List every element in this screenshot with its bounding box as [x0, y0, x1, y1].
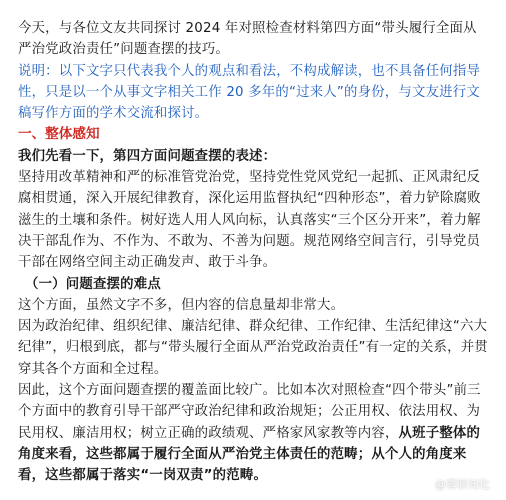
paragraph-3-bold-a: 从班子整体的角度来看，这些都属于履行全面从严治党主体责任的范畴；	[18, 425, 481, 462]
disclaimer-note: 说明：以下文字只代表我个人的观点和看法，不构成解读，也不具备任何指导性，只是以一个从事文字相关工作 20 多年的“过来人”的身份，与文友进行文稿写作方面的学术交流和探讨。	[18, 63, 481, 122]
section-heading: 一、整体感知	[18, 126, 100, 143]
paragraph-3-bold-b: 从个人的角度来看，这些都属于落实“一岗双责”的范畴。	[18, 446, 467, 484]
section-lead: 我们先看一下，第四方面问题查摆的表述：	[18, 148, 277, 164]
paragraph-3-text: 因此，这个方面问题查摆的覆盖面比较广。比如本次对照检查“四个带头”前三个方面中的教育引导干部严守政治纪律和政治规矩；公正用权、依法用权、为民用权、廉洁用权；树立正确的政绩观、严格家风家教等内容，	[18, 383, 481, 441]
subsection-heading: （一）问题查摆的难点	[25, 276, 161, 292]
paragraph-1: 这个方面，虽然文字不多，但内容的信息量却非常大。	[18, 297, 345, 313]
watermark-logo-icon	[419, 478, 432, 491]
watermark-text: @蓉驿知化	[435, 478, 490, 491]
intro-paragraph: 今天，与各位文友共同探讨 2024 年对照检查材料第四方面“带头履行全面从严治党政治责任”问题查摆的技巧。	[18, 21, 477, 58]
quoted-requirement: 坚持用改革精神和严的标准管党治党，坚持党性党风党纪一起抓、正风肃纪反腐相贯通，深入开展纪律教育，深化运用监督执纪“四种形态”，着力铲除腐败滋生的土壤和条件。树好选人用人风向标，认真落实“三个区分开来”，着力解决干部乱作为、不作为、不敢为、不善为问题。规范网络空间言行，引导党员干部在网络空间主动正确发声、敢于斗争。	[18, 170, 481, 271]
watermark	[419, 476, 490, 492]
paragraph-2: 因为政治纪律、组织纪律、廉洁纪律、群众纪律、工作纪律、生活纪律这“六大纪律”，归根到底，都与“带头履行全面从严治党政治责任”有一定的关系，并贯穿其各个方面和全过程。	[18, 319, 488, 377]
document-body	[18, 18, 490, 487]
paragraph-3	[18, 380, 490, 486]
